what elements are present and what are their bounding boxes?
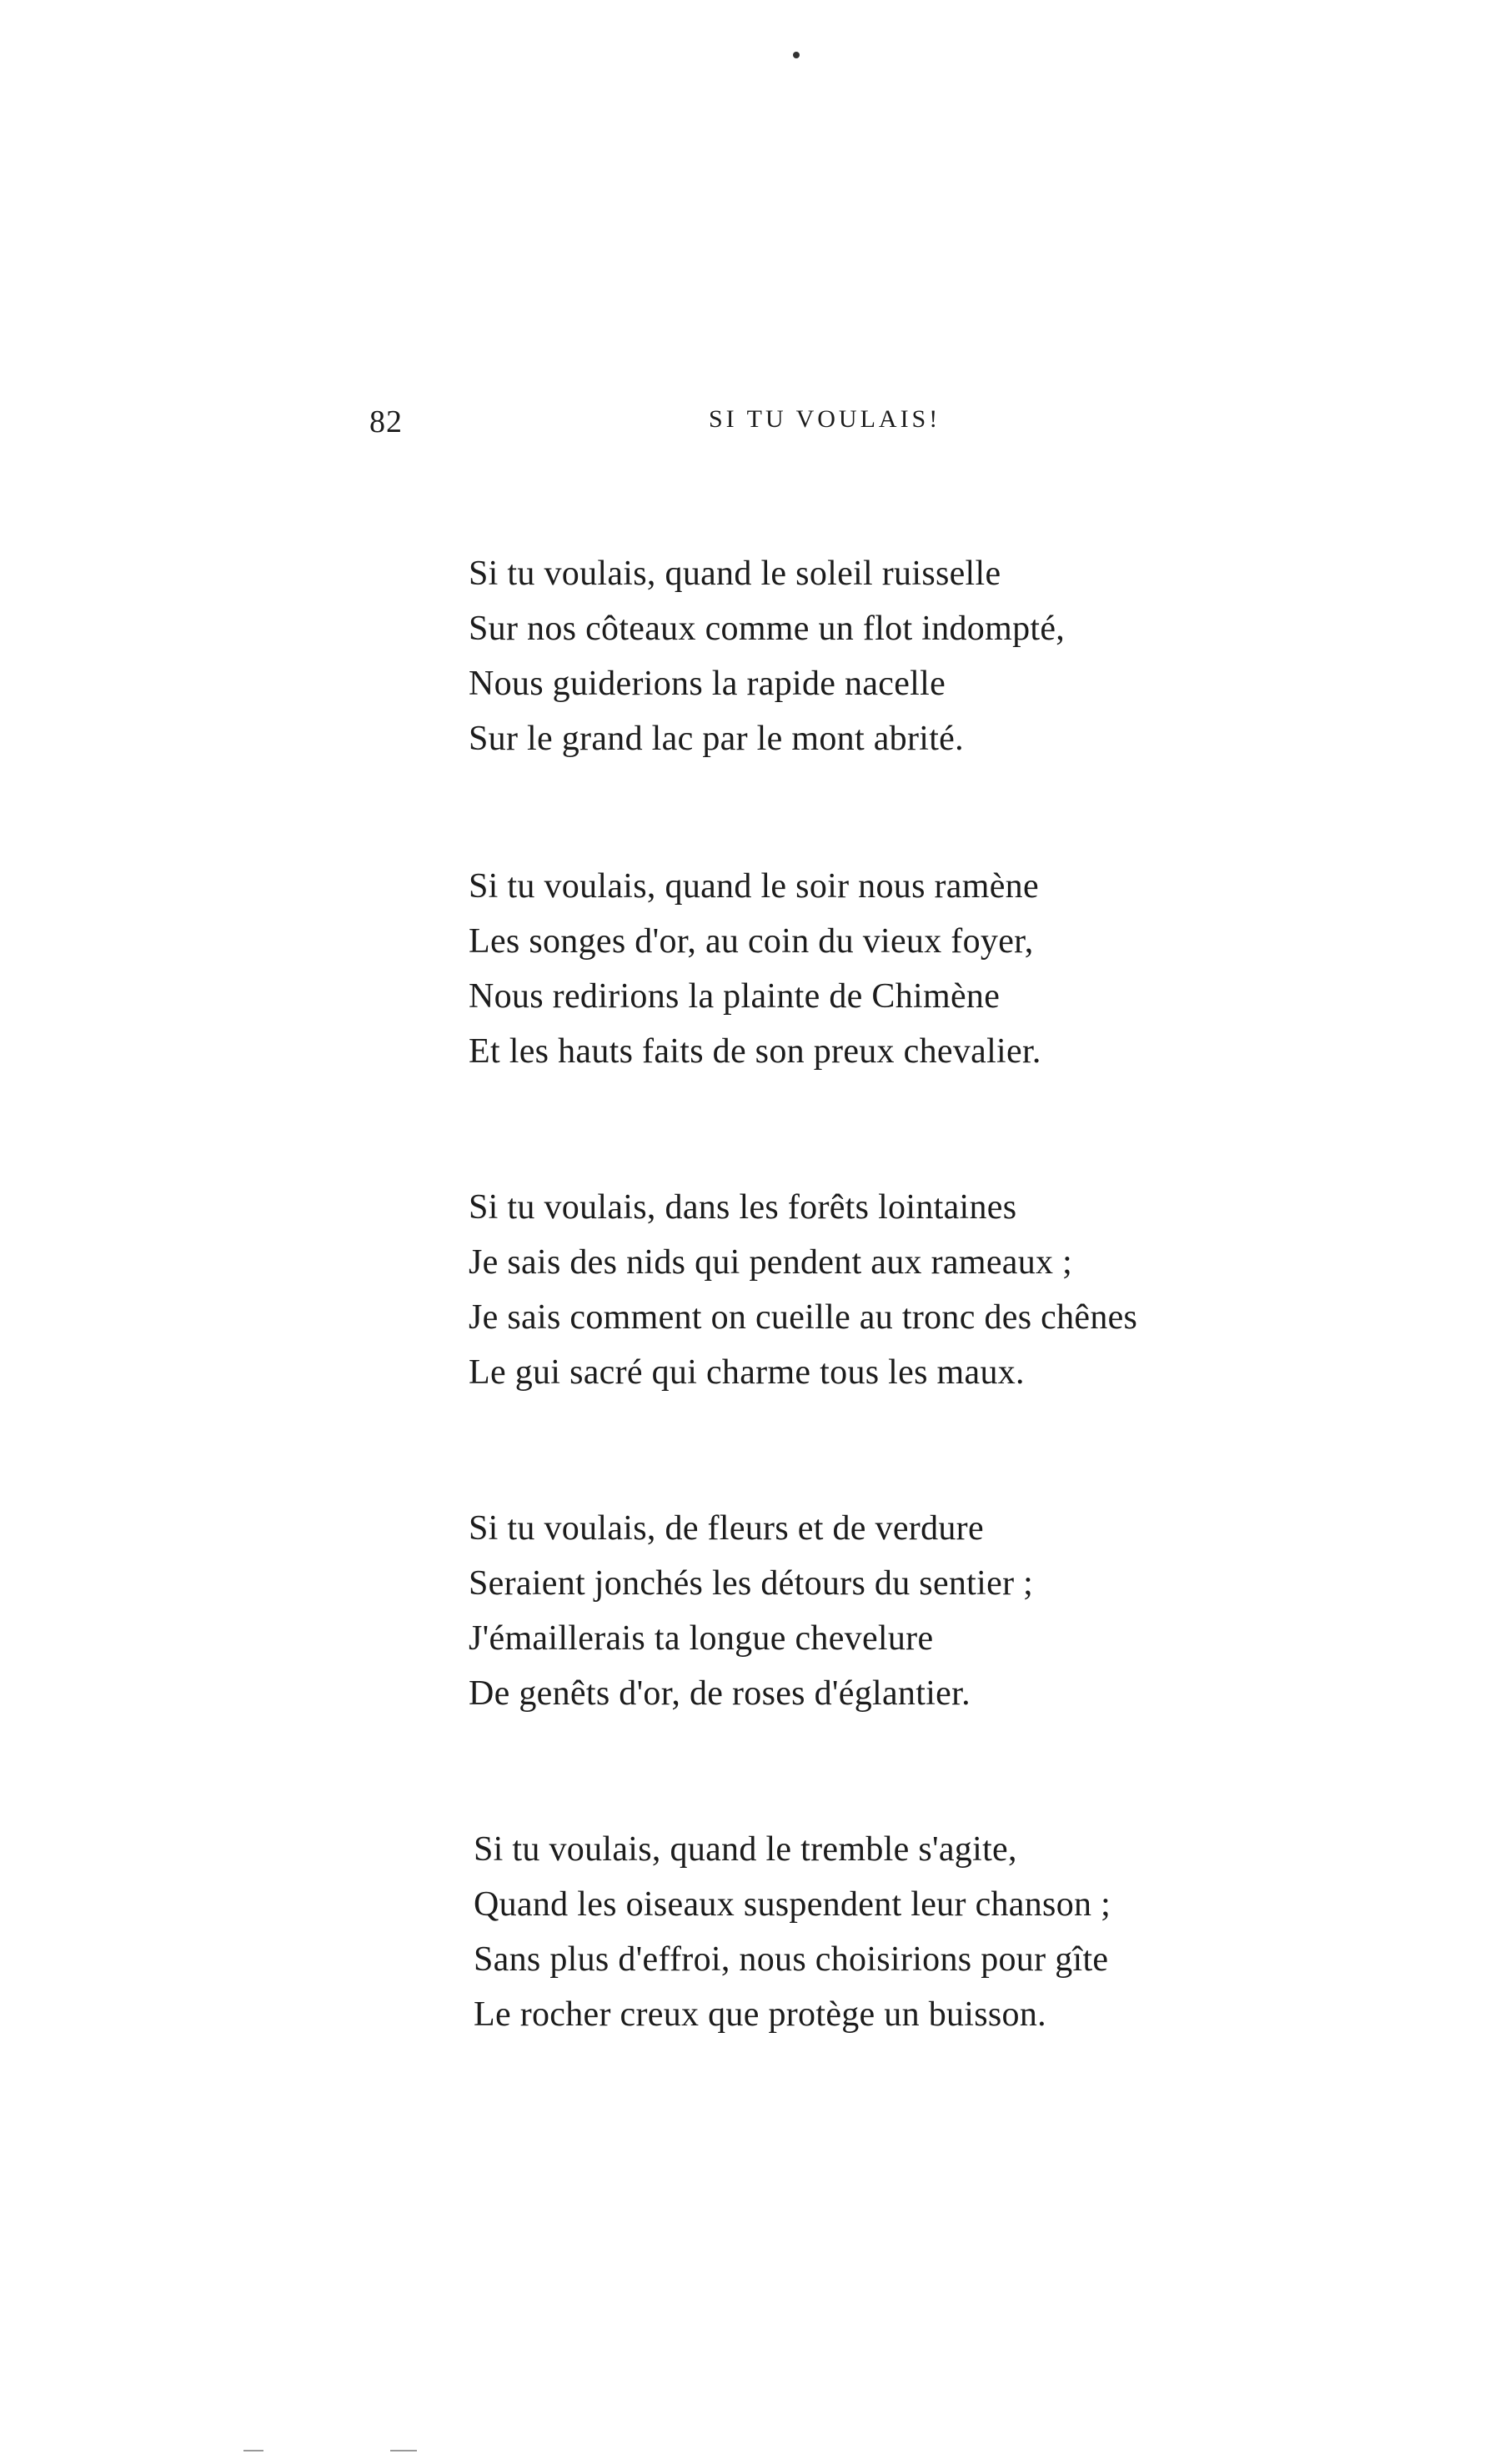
ink-speck: [793, 52, 800, 58]
page-number: 82: [369, 404, 403, 439]
verse-line: Sans plus d'effroi, nous choisirions pour gîte: [474, 1940, 1109, 1979]
stanza-3: [469, 1180, 1137, 1400]
verse-line: Le gui sacré qui charme tous les maux.: [469, 1353, 1025, 1392]
verse-line: Je sais comment on cueille au tronc des chênes: [469, 1298, 1138, 1337]
verse-line: J'émaillerais ta longue chevelure: [469, 1619, 934, 1658]
stanza-4: [469, 1501, 1033, 1721]
verse-line: Sur nos côteaux comme un flot indompté,: [469, 610, 1066, 648]
verse-line: De genêts d'or, de roses d'églantier.: [469, 1674, 971, 1713]
verse-line: Sur le grand lac par le mont abrité.: [469, 720, 964, 758]
verse-line: Si tu voulais, quand le soir nous ramène: [469, 867, 1039, 906]
verse-line: Nous redirions la plainte de Chimène: [469, 977, 1001, 1016]
scan-edge-mark: [243, 2450, 263, 2451]
verse-line: Seraient jonchés les détours du sentier ;: [469, 1564, 1034, 1603]
verse-line: Le rocher creux que protège un buisson.: [474, 1995, 1046, 2034]
scan-edge-mark: [390, 2450, 417, 2451]
verse-line: Quand les oiseaux suspendent leur chanson ;: [474, 1885, 1111, 1924]
verse-line: Si tu voulais, quand le tremble s'agite,: [474, 1830, 1017, 1869]
verse-line: Les songes d'or, au coin du vieux foyer,: [469, 922, 1034, 961]
running-title: SI TU VOULAIS!: [709, 405, 941, 433]
verse-line: Je sais des nids qui pendent aux rameaux ;: [469, 1243, 1073, 1282]
stanza-1: [469, 546, 1065, 766]
stanza-5: [474, 1822, 1111, 2042]
verse-line: Si tu voulais, dans les forêts lointaines: [469, 1188, 1017, 1227]
verse-line: Si tu voulais, quand le soleil ruisselle: [469, 555, 1001, 593]
verse-line: Si tu voulais, de fleurs et de verdure: [469, 1509, 984, 1548]
stanza-2: [469, 859, 1041, 1079]
verse-line: Nous guiderions la rapide nacelle: [469, 665, 946, 703]
verse-line: Et les hauts faits de son preux chevalier.: [469, 1032, 1041, 1071]
